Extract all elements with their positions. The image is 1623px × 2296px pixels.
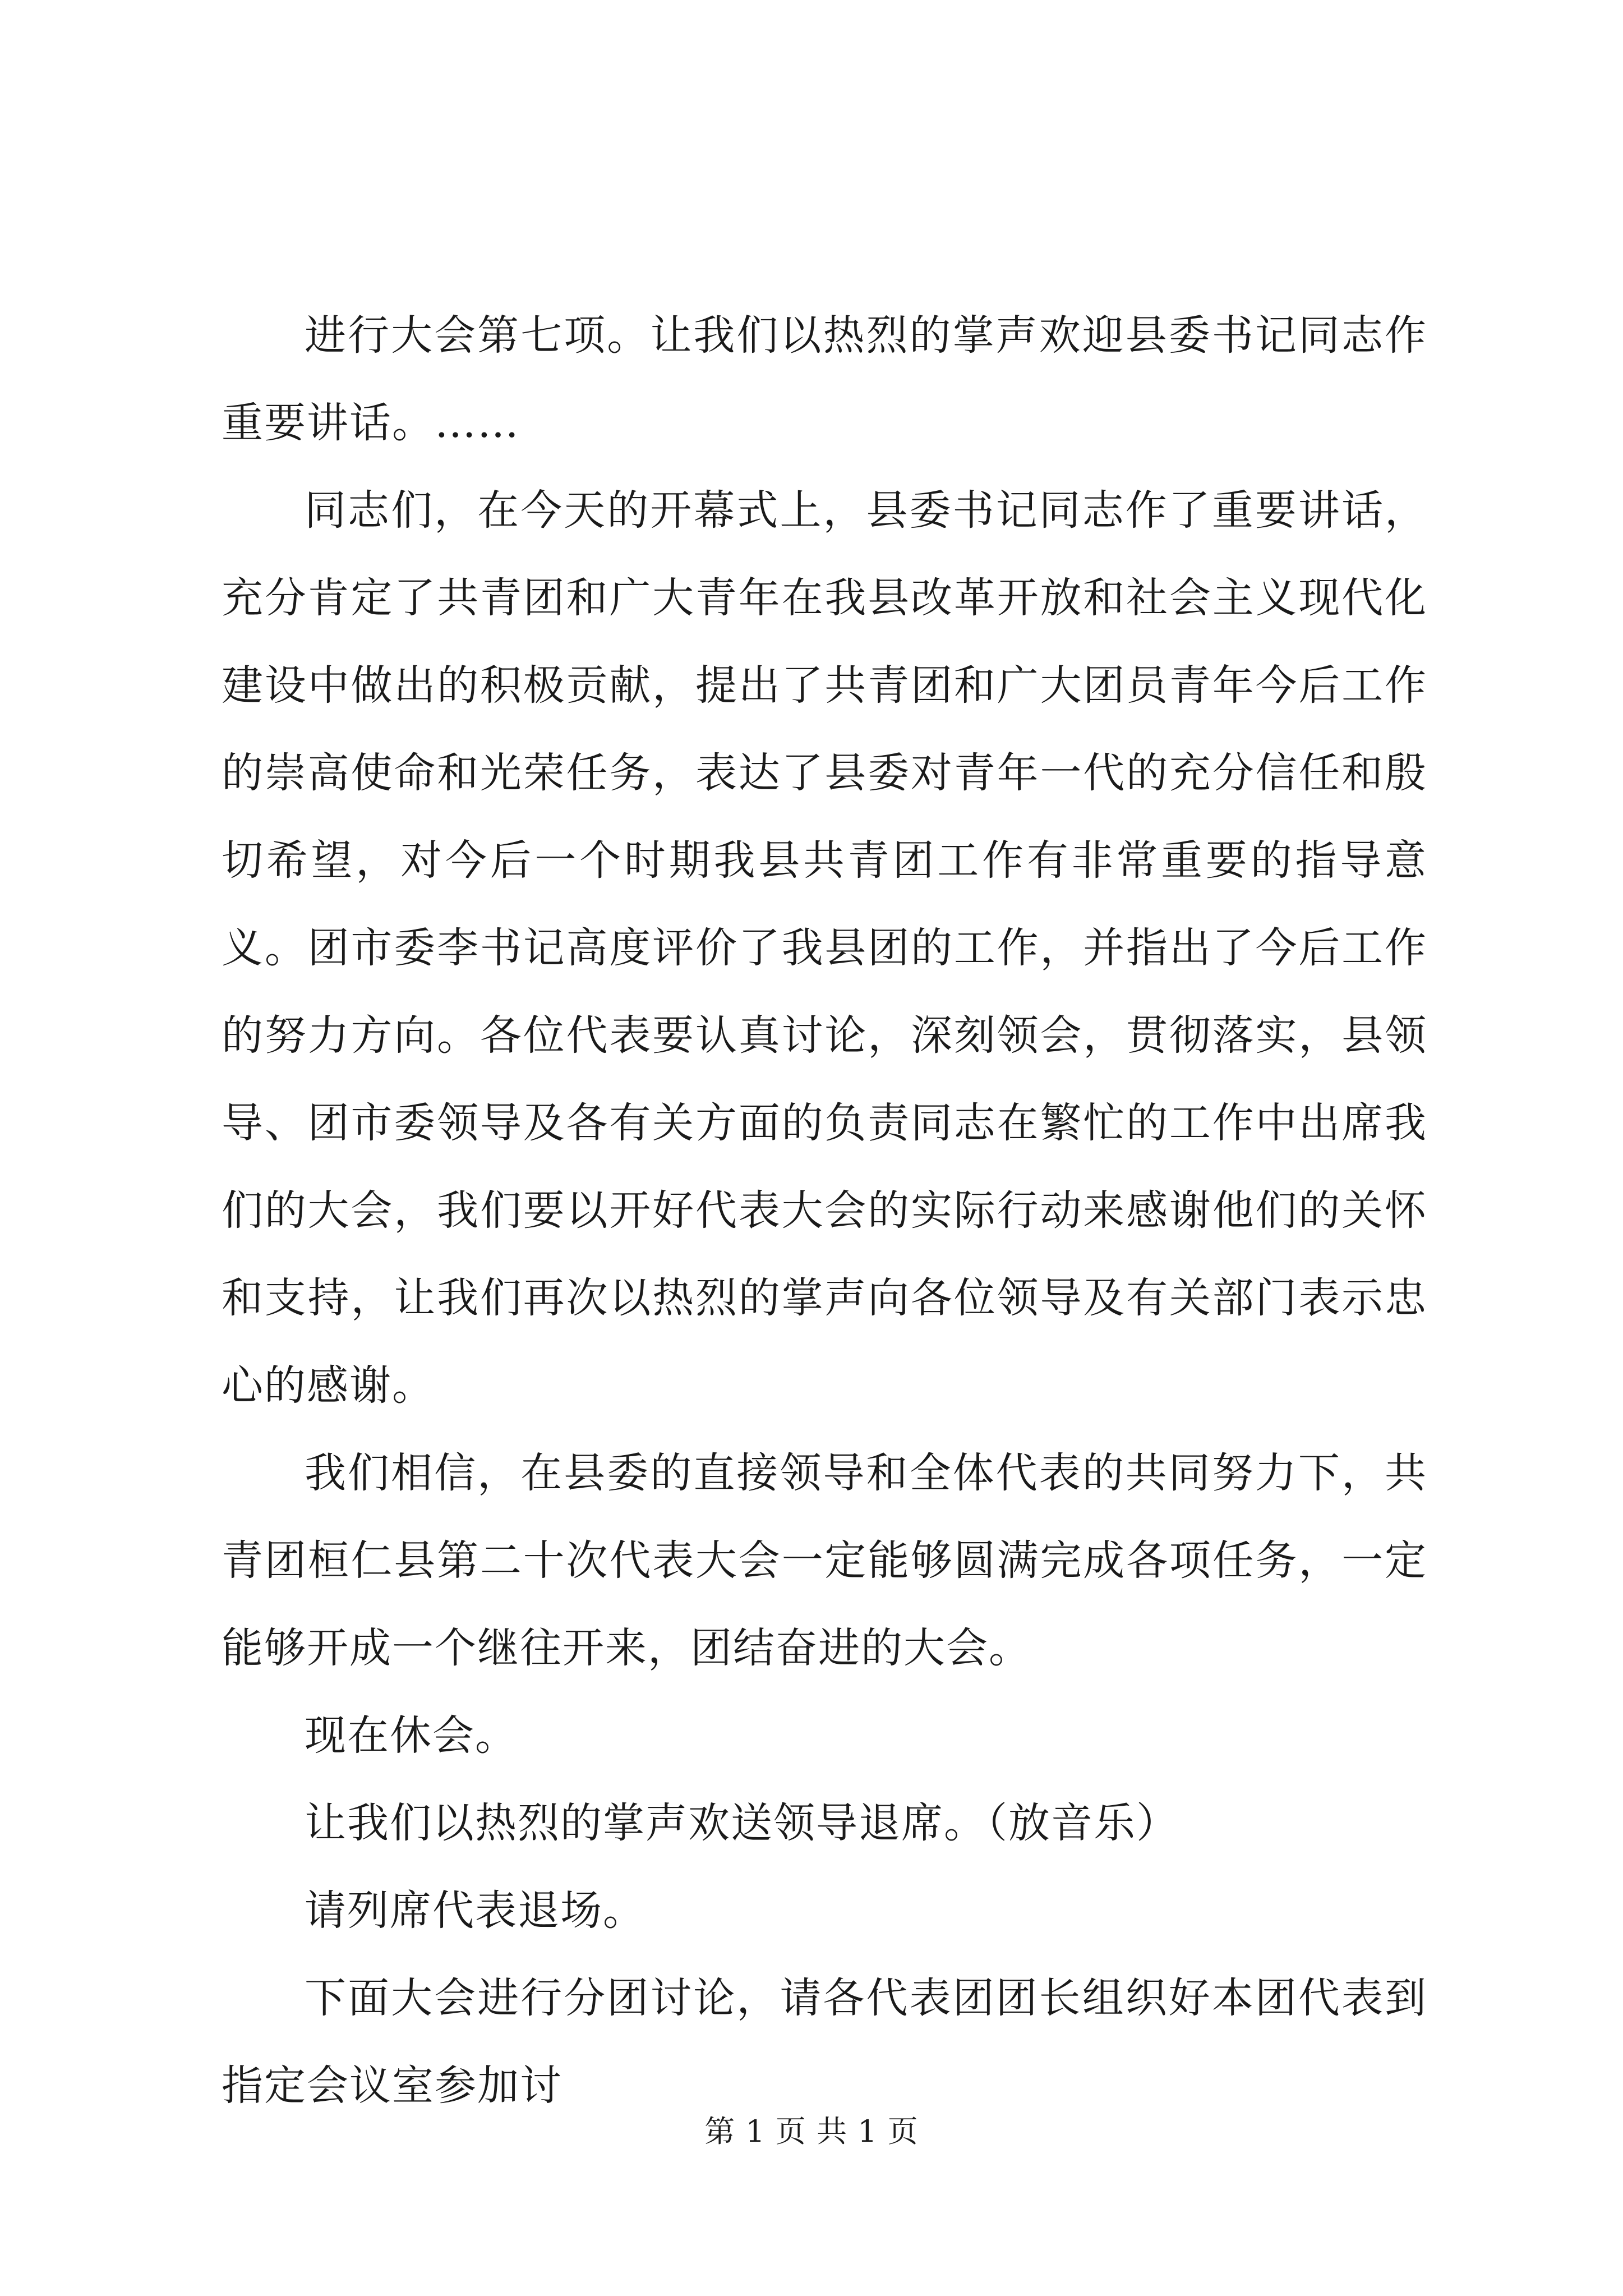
paragraph-delegates-exit: 请列席代表退场。 (305, 1887, 645, 1935)
paragraph-group-discussion: 下面大会进行分团讨论，请各代表团团长组织好本团代表到指定会议室参加讨 (222, 1974, 1427, 2110)
paragraph-speech-summary: 同志们，在今天的开幕式上，县委书记同志作了重要讲话，充分肯定了共青团和广大青年在我县改革开放和社会主义现代化建设中做出的积极贡献，提出了共青团和广大团员青年今后工作的崇高使命和光荣任务，表达了县委对青年一代的充分信任和殷切希望，对今后一个时期我县共青团工作有非常重要的指导意义。团市委李书记高度评价了我县团的工作，并指出了今后工作的努力方向。各位代表要认真讨论，深刻领会，贯彻落实，县领导、团市委领导及各有关方面的负责同志在繁忙的工作中出席我们的大会，我们要以开好代表大会的实际行动来感谢他们的关怀和支持，让我们再次以热烈的掌声向各位领导及有关部门表示忠心的感谢。 (222, 486, 1427, 1410)
document-body (222, 292, 1427, 2129)
paragraph-recess: 现在休会。 (305, 1711, 518, 1760)
paragraph-farewell-leaders: 让我们以热烈的掌声欢送领导退席。（放音乐） (305, 1799, 1179, 1847)
paragraph-agenda-item-seven: 进行大会第七项。让我们以热烈的掌声欢迎县委书记同志作重要讲话。…… (222, 311, 1427, 447)
paragraph-confidence: 我们相信，在县委的直接领导和全体代表的共同努力下，共青团桓仁县第二十次代表大会一定能够圆满完成各项任务，一定能够开成一个继往开来，团结奋进的大会。 (222, 1449, 1427, 1672)
page-number-footer: 第 1 页 共 1 页 (704, 2114, 919, 2149)
